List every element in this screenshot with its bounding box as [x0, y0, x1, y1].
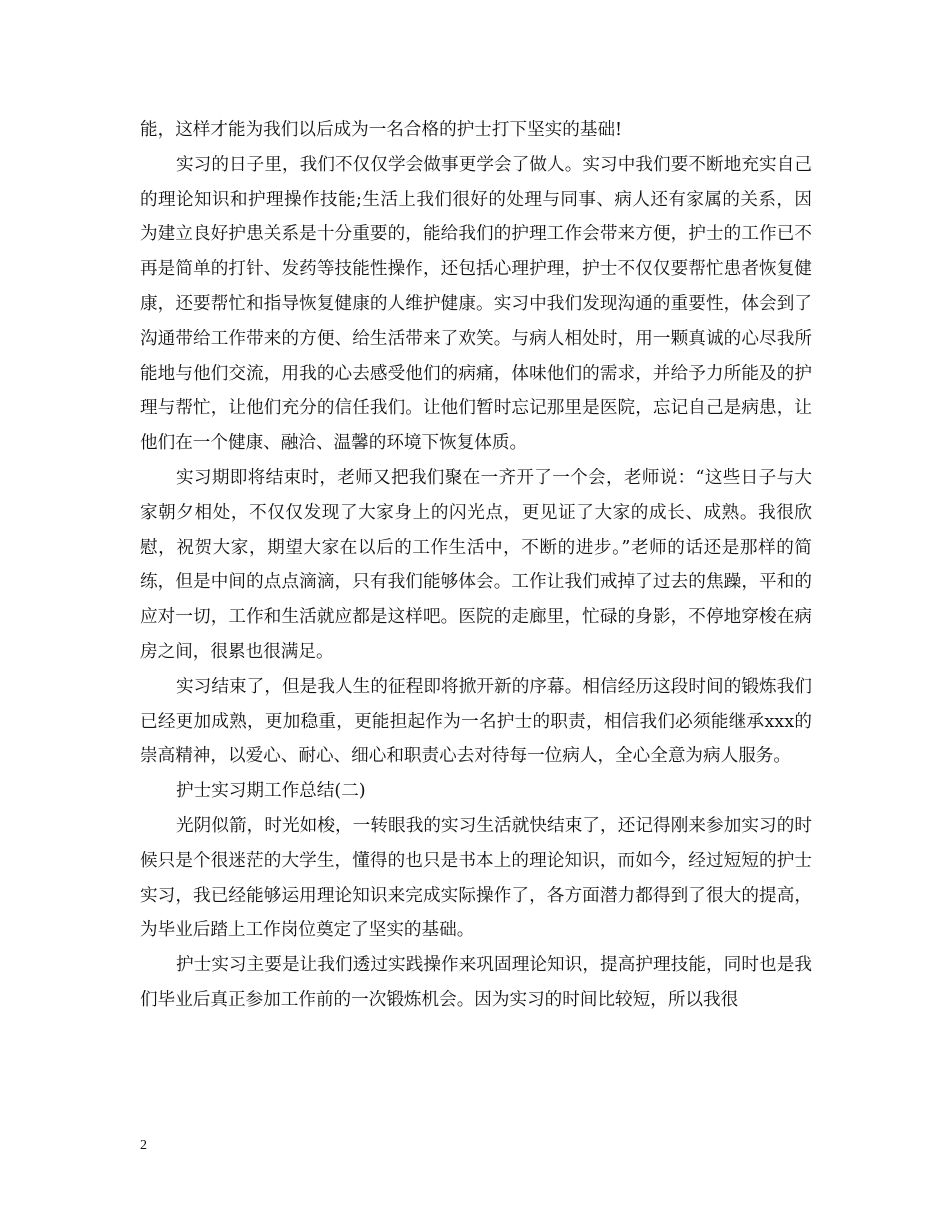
paragraph-continuation: 能，这样才能为我们以后成为一名合格的护士打下坚实的基础! [140, 120, 623, 140]
paragraph-internship-purpose: 护士实习主要是让我们透过实践操作来巩固理论知识，提高护理技能，同时也是我们毕业后真正参加工作前的一次锻炼机会。因为实习的时间比较短，所以我很 [140, 955, 812, 1010]
paragraph-teacher-meeting: 实习期即将结束时，老师又把我们聚在一齐开了一个会，老师说：“这些日子与大家朝夕相处，不仅仅发现了大家身上的闪光点，更见证了大家的成长、成熟。我很欣慰，祝贺大家，期望大家在以后的工作生活中，不断的进步。”老师的话还是那样的简练，但是中间的点点滴滴，只有我们能够体会。工作让我们戒掉了过去的焦躁，平和的应对一切，工作和生活就应都是这样吧。医院的走廊里，忙碌的身影，不停地穿梭在病房之间，很累也很满足。 [140, 467, 812, 662]
page-number: 2 [140, 1138, 147, 1153]
paragraph-internship-end: 实习结束了，但是我人生的征程即将掀开新的序幕。相信经历这段时间的锻炼我们已经更加成熟，更加稳重，更能担起作为一名护士的职责，相信我们必须能继承xxx的崇高精神，以爱心、耐心、细心和职责心去对待每一位病人，全心全意为病人服务。 [140, 676, 812, 767]
document-body [140, 113, 812, 1018]
section-heading: 护士实习期工作总结(二) [176, 781, 366, 802]
paragraph-time-flies: 光阴似箭，时光如梭，一转眼我的实习生活就快结束了，还记得刚来参加实习的时候只是个很迷茫的大学生，懂得的也只是书本上的理论知识，而如今，经过短短的护士实习，我已经能够运用理论知识来完成实际操作了，各方面潜力都得到了很大的提高，为毕业后踏上工作岗位奠定了坚实的基础。 [140, 815, 812, 941]
paragraph-internship-days: 实习的日子里，我们不仅仅学会做事更学会了做人。实习中我们要不断地充实自己的理论知识和护理操作技能;生活上我们很好的处理与同事、病人还有家属的关系，因为建立良好护患关系是十分重要的，能给我们的护理工作会带来方便，护士的工作已不再是简单的打针、发药等技能性操作，还包括心理护理，护士不仅仅要帮忙患者恢复健康，还要帮忙和指导恢复健康的人维护健康。实习中我们发现沟通的重要性，体会到了沟通带给工作带来的方便、给生活带来了欢笑。与病人相处时，用一颗真诚的心尽我所能地与他们交流，用我的心去感受他们的病痛，体味他们的需求，并给予力所能及的护理与帮忙，让他们充分的信任我们。让他们暂时忘记那里是医院，忘记自己是病患，让他们在一个健康、融洽、温馨的环境下恢复体质。 [140, 154, 812, 454]
